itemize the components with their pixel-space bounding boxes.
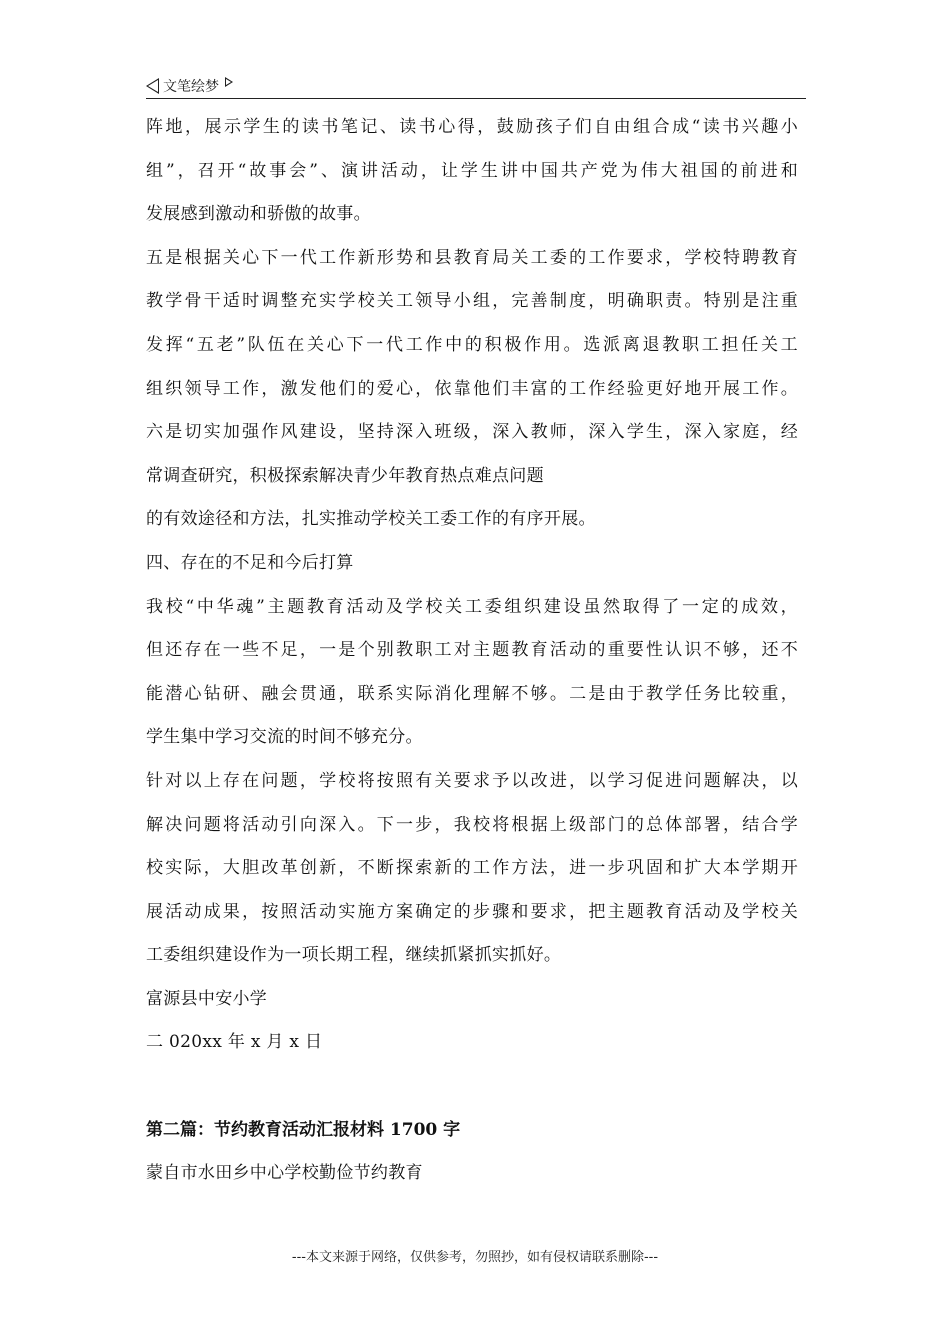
signature-school: 富源县中安小学	[146, 988, 268, 1009]
text-line: 组”，召开“故事会”、演讲活动，让学生讲中国共产党为伟大祖国的前进和	[146, 160, 798, 181]
spacer	[146, 1065, 798, 1109]
text-line: 学生集中学习交流的时间不够充分。	[146, 727, 423, 748]
text-line: 阵地，展示学生的读书笔记、读书心得，鼓励孩子们自由组合成“读书兴趣小	[146, 117, 798, 137]
text-line: 六是切实加强作风建设，坚持深入班级，深入教师，深入学生，深入家庭，经	[146, 422, 798, 443]
triangle-right-icon	[225, 77, 233, 87]
signature-date: 二 020xx 年 x 月 x 日	[146, 1032, 323, 1053]
header-title: 文笔绘梦	[163, 79, 219, 95]
triangle-left-icon	[146, 78, 159, 94]
text-line: 教学骨干适时调整充实学校关工领导小组，完善制度，明确职责。特别是注重	[146, 291, 798, 312]
text-line: 针对以上存在问题，学校将按照有关要求予以改进，以学习促进问题解决，以	[146, 770, 798, 791]
text-line: 常调查研究，积极探索解决青少年教育热点难点问题	[146, 465, 544, 486]
text-line: 但还存在一些不足，一是个别教职工对主题教育活动的重要性认识不够，还不	[146, 640, 798, 661]
text-line: 工委组织建设作为一项长期工程，继续抓紧抓实抓好。	[146, 945, 562, 966]
text-line: 解决问题将活动引向深入。下一步，我校将根据上级部门的总体部署，结合学	[146, 814, 798, 835]
document-body	[146, 106, 798, 1196]
page-header	[146, 74, 806, 99]
section2-title: 第二篇：节约教育活动汇报材料 1700 字	[146, 1119, 461, 1140]
text-line: 组织领导工作，激发他们的爱心，依靠他们丰富的工作经验更好地开展工作。	[146, 378, 798, 399]
text-line: 校实际，大胆改革创新，不断探索新的工作方法，进一步巩固和扩大本学期开	[146, 858, 798, 879]
text-line: 五是根据关心下一代工作新形势和县教育局关工委的工作要求，学校特聘教育	[146, 247, 798, 268]
text-line: 展活动成果，按照活动实施方案确定的步骤和要求，把主题教育活动及学校关	[146, 901, 798, 922]
section2-subtitle: 蒙自市水田乡中心学校勤俭节约教育	[146, 1163, 423, 1184]
section-heading: 四、存在的不足和今后打算	[146, 552, 354, 573]
text-line: 我校“中华魂”主题教育活动及学校关工委组织建设虽然取得了一定的成效，	[146, 596, 798, 617]
text-line: 发挥“五老”队伍在关心下一代工作中的积极作用。选派离退教职工担任关工	[146, 334, 798, 355]
text-line: 的有效途径和方法，扎实推动学校关工委工作的有序开展。	[146, 509, 596, 530]
text-line: 发展感到激动和骄傲的故事。	[146, 204, 371, 225]
footer-disclaimer: ---本文来源于网络，仅供参考，勿照抄，如有侵权请联系删除---	[291, 1250, 659, 1265]
text-line: 能潜心钻研、融会贯通，联系实际消化理解不够。二是由于教学任务比较重，	[146, 683, 798, 704]
